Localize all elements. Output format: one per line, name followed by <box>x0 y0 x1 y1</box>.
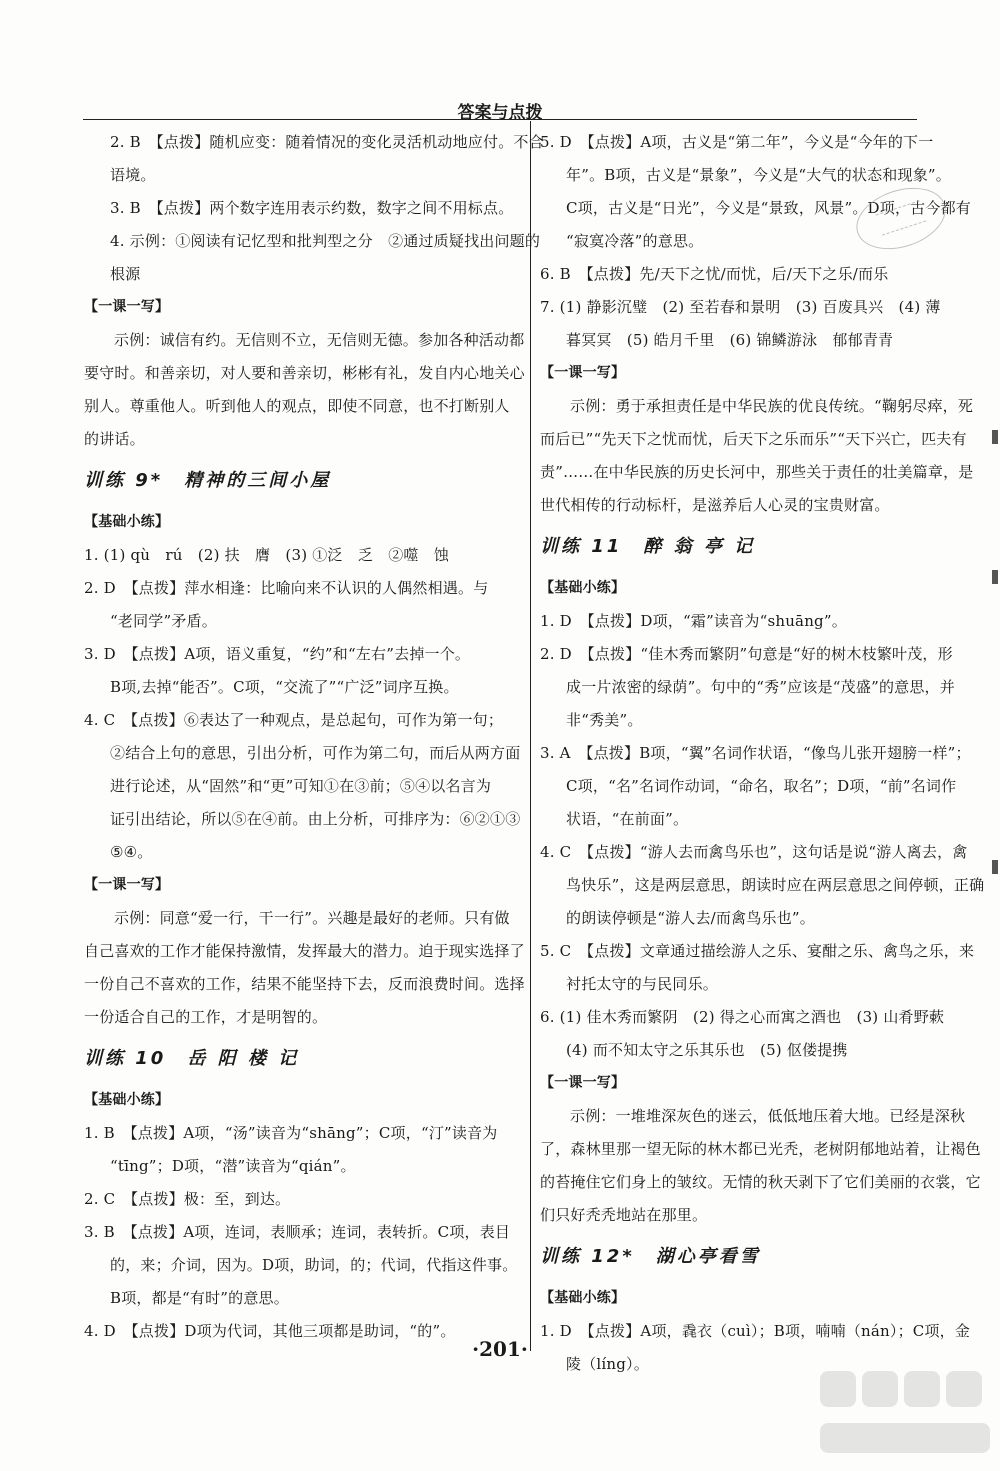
text-line: 自己喜欢的工作才能保持激情，发挥最大的潜力。迫于现实选择了 <box>84 942 525 960</box>
header-rule <box>83 119 917 120</box>
subsection-tag: 【一课一写】 <box>540 365 626 381</box>
text-line: 的朗读停顿是“游人去/而禽鸟乐也”。 <box>566 909 815 927</box>
text-line: 了，森林里那一望无际的林木都已光秃，老树阴郁地站着，让褐色 <box>540 1140 981 1158</box>
text-line: 2. C 【点拨】极：至，到达。 <box>84 1190 291 1208</box>
text-line: 2. B 【点拨】随机应变：随着情况的变化灵活机动地应付。不合 <box>110 133 544 151</box>
text-line: 进行论述，从“固然”和“更”可知①在③前；⑤④以名言为 <box>110 777 492 795</box>
text-line: 6. B 【点拨】先/天下之忧/而忧，后/天下之乐/而乐 <box>540 265 889 283</box>
text-line: 衬托太守的与民同乐。 <box>566 975 719 993</box>
text-line: 们只好秃秃地站在那里。 <box>540 1206 708 1224</box>
edge-mark <box>992 570 998 584</box>
text-line: (4) 而不知太守之乐其乐也 (5) 伛偻提携 <box>566 1041 848 1059</box>
text-line: 3. D 【点拨】A项，语义重复，“约”和“左右”去掉一个。 <box>84 645 471 663</box>
right-column <box>540 126 985 1381</box>
subsection-tag: 【一课一写】 <box>84 299 170 315</box>
text-line: 5. C 【点拨】文章通过描绘游人之乐、宴酣之乐、禽鸟之乐，来 <box>540 942 975 960</box>
text-line: 年”。B项，古义是“景象”，今义是“大气的状态和现象”。 <box>566 166 951 184</box>
text-line: “寂寞冷落”的意思。 <box>566 232 704 250</box>
text-line: 的讲话。 <box>84 430 145 448</box>
text-line: 陵（líng）。 <box>566 1355 649 1373</box>
text-line: B项,去掉“能否”。C项，“交流了”“广泛”词序互换。 <box>110 678 459 696</box>
text-line: C项，“名”名词作动词，“命名，取名”；D项，“前”名词作 <box>566 777 957 795</box>
text-line: “老同学”矛盾。 <box>110 612 217 630</box>
text-line: 非“秀美”。 <box>566 711 643 729</box>
text-line: 2. D 【点拨】“佳木秀而繁阴”句意是“好的树木枝繁叶茂，形 <box>540 645 953 663</box>
text-line: 3. B 【点拨】两个数字连用表示约数，数字之间不用标点。 <box>110 199 514 217</box>
text-line: 世代相传的行动标杆，是滋养后人心灵的宝贵财富。 <box>540 496 890 514</box>
subsection-tag: 【基础小练】 <box>84 514 170 530</box>
section-heading: 训练 12* 湖心亭看雪 <box>540 1246 761 1267</box>
text-line: 3. B 【点拨】A项，连词，表顺承；连词，表转折。C项，表目 <box>84 1223 511 1241</box>
text-line: 的，来；介词，因为。D项，助词，的；代词，代指这件事。 <box>110 1256 518 1274</box>
text-line: 4. D 【点拨】D项为代词，其他三项都是助词，“的”。 <box>84 1322 456 1340</box>
page-number: ·201· <box>472 1337 528 1361</box>
text-line: 示例：一堆堆深灰色的迷云，低低地压着大地。已经是深秋 <box>570 1107 966 1125</box>
watermark-logo <box>810 1361 1000 1471</box>
text-line: 状语，“在前面”。 <box>566 810 689 828</box>
subsection-tag: 【基础小练】 <box>540 1290 626 1306</box>
page-header-title: 答案与点拨 <box>457 103 543 123</box>
section-heading: 训练 11 醉 翁 亭 记 <box>540 536 756 557</box>
text-line: 7. (1) 静影沉璧 (2) 至若春和景明 (3) 百废具兴 (4) 薄 <box>540 298 941 316</box>
section-heading: 训练 10 岳 阳 楼 记 <box>84 1048 300 1069</box>
text-line: 1. (1) qù rú (2) 扶 膺 (3) ①泛 乏 ②噬 蚀 <box>84 546 450 564</box>
text-line: 6. (1) 佳木秀而繁阴 (2) 得之心而寓之酒也 (3) 山肴野蔌 <box>540 1008 945 1026</box>
text-line: 4. C 【点拨】⑥表达了一种观点，是总起句，可作为第一句； <box>84 711 504 729</box>
text-line: 1. D 【点拨】A项，毳衣（cuì）；B项，喃喃（nán）；C项，金 <box>540 1322 971 1340</box>
text-line: 示例：同意“爱一行，干一行”。兴趣是最好的老师。只有做 <box>114 909 510 927</box>
text-line: 要守时。和善亲切，对人要和善亲切，彬彬有礼，发自内心地关心 <box>84 364 525 382</box>
section-heading: 训练 9* 精神的三间小屋 <box>84 470 332 491</box>
text-line: 根源 <box>110 265 141 283</box>
text-line: 责”……在中华民族的历史长河中，那些关于责任的壮美篇章，是 <box>540 463 974 481</box>
text-line: 2. D 【点拨】萍水相逢：比喻向来不认识的人偶然相遇。与 <box>84 579 489 597</box>
text-line: B项，都是“有时”的意思。 <box>110 1289 289 1307</box>
text-line: 别人。尊重他人。听到他人的观点，即使不同意，也不打断别人 <box>84 397 510 415</box>
text-line: 4. C 【点拨】“游人去而禽鸟乐也”，这句话是说“游人离去，禽 <box>540 843 968 861</box>
text-line: 4. 示例：①阅读有记忆型和批判型之分 ②通过质疑找出问题的 <box>110 232 541 250</box>
text-line: 示例：诚信有约。无信则不立，无信则无德。参加各种活动都 <box>114 331 525 349</box>
subsection-tag: 【一课一写】 <box>84 877 170 893</box>
edge-mark <box>992 860 998 874</box>
subsection-tag: 【基础小练】 <box>540 580 626 596</box>
text-line: 示例：勇于承担责任是中华民族的优良传统。“鞠躬尽瘁，死 <box>570 397 974 415</box>
text-line: 一份自己不喜欢的工作，结果不能坚持下去，反而浪费时间。选择 <box>84 975 525 993</box>
text-line: ⑤④。 <box>110 843 153 861</box>
column-divider <box>530 121 531 1351</box>
text-line: 一份适合自己的工作，才是明智的。 <box>84 1008 328 1026</box>
text-line: “tīng”；D项，“潜”读音为“qián”。 <box>110 1157 356 1175</box>
text-line: 1. D 【点拨】D项，“霜”读音为“shuāng”。 <box>540 612 847 630</box>
text-line: C项，古义是“日光”，今义是“景致，风景”。D项，古今都有 <box>566 199 971 217</box>
edge-mark <box>992 430 998 444</box>
text-line: 鸟快乐”，这是两层意思，朗读时应在两层意思之间停顿，正确 <box>566 876 985 894</box>
text-line: 证引出结论，所以⑤在④前。由上分析，可排序为：⑥②①③ <box>110 810 521 828</box>
text-line: 而后已”“先天下之忧而忧，后天下之乐而乐”“天下兴亡，匹夫有 <box>540 430 967 448</box>
subsection-tag: 【一课一写】 <box>540 1075 626 1091</box>
text-line: 语境。 <box>110 166 156 184</box>
text-line: ②结合上句的意思，引出分析，可作为第二句，而后从两方面 <box>110 744 521 762</box>
text-line: 5. D 【点拨】A项，古义是“第二年”，今义是“今年的下一 <box>540 133 934 151</box>
text-line: 1. B 【点拨】A项，“汤”读音为“shāng”；C项，“汀”读音为 <box>84 1124 498 1142</box>
text-line: 成一片浓密的绿荫”。句中的“秀”应该是“茂盛”的意思，并 <box>566 678 955 696</box>
text-line: 3. A 【点拨】B项，“翼”名词作状语，“像鸟儿张开翅膀一样”； <box>540 744 971 762</box>
left-column <box>84 126 544 1348</box>
text-line: 的苔掩住它们身上的皱纹。无情的秋天剥下了它们美丽的衣裳，它 <box>540 1173 981 1191</box>
subsection-tag: 【基础小练】 <box>84 1092 170 1108</box>
text-line: 暮冥冥 (5) 皓月千里 (6) 锦鳞游泳 郁郁青青 <box>566 331 894 349</box>
